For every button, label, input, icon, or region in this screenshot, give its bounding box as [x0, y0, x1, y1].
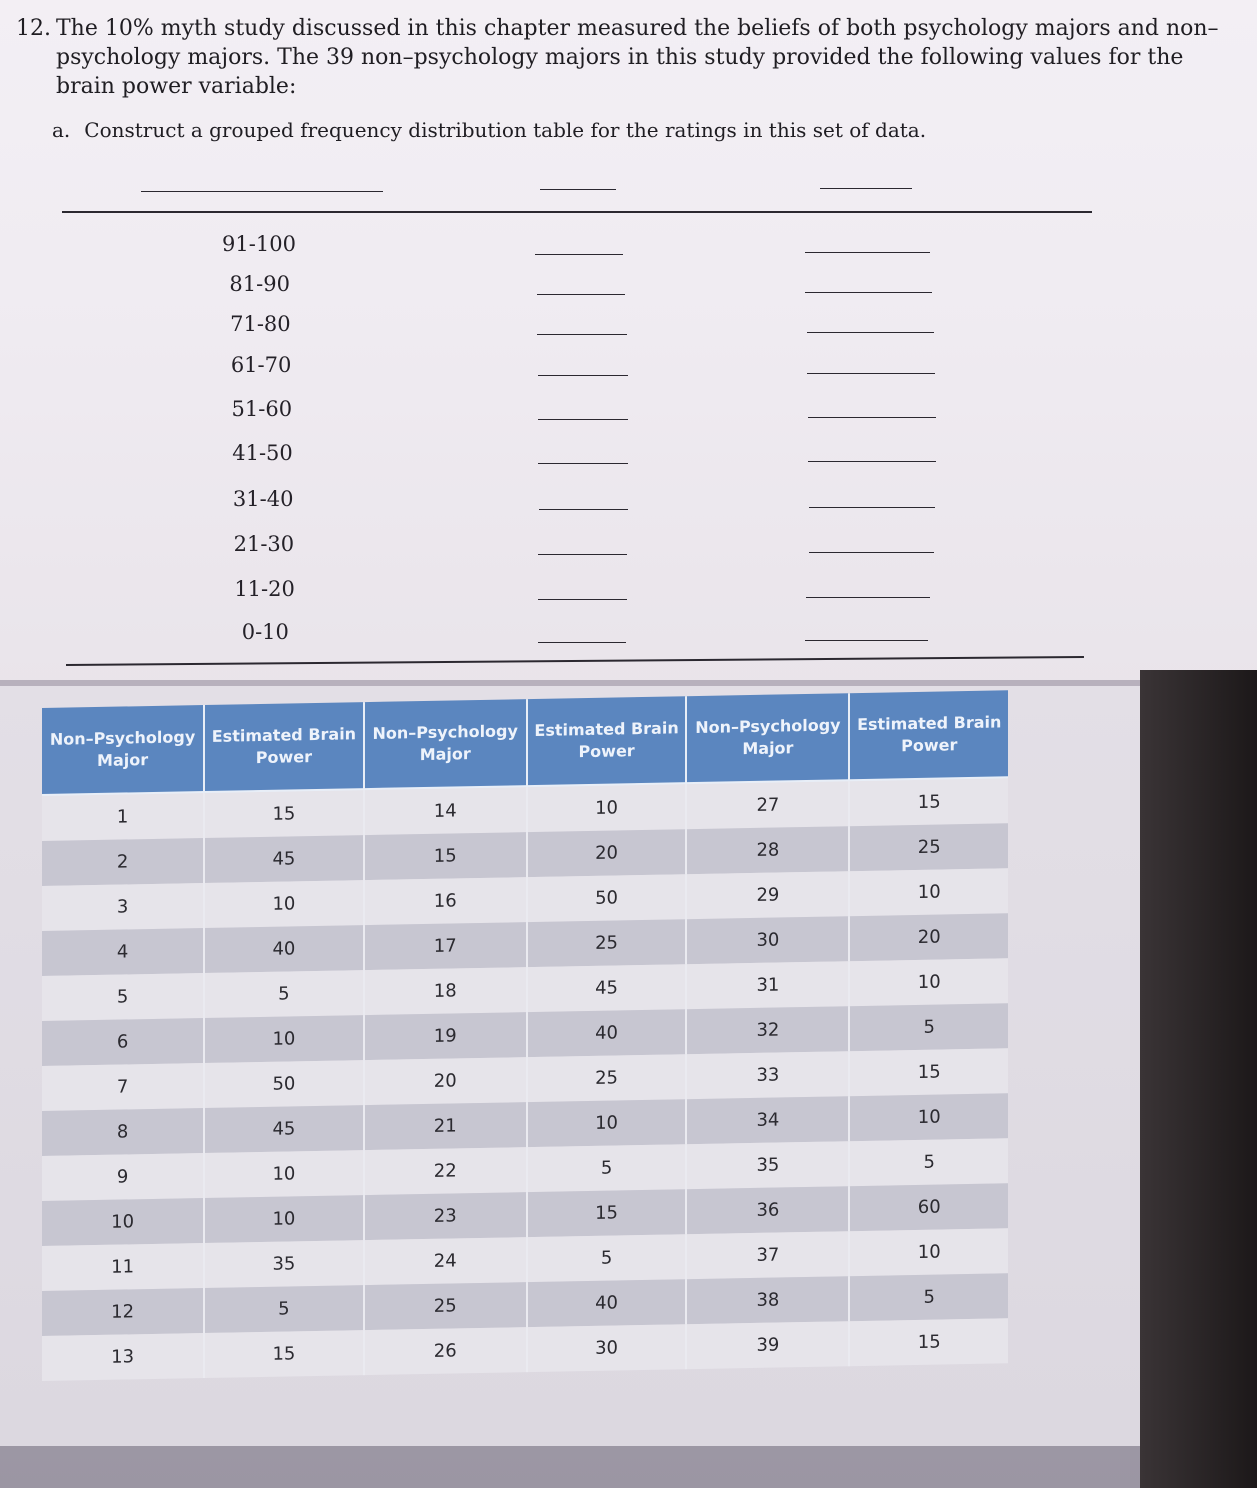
header-major-3: Non–Psychology Major: [686, 693, 849, 783]
major-cell: 3: [42, 883, 204, 931]
interval-label: 31-40: [232, 487, 294, 511]
brain-power-cell: 45: [204, 835, 364, 883]
frequency-blank[interactable]: [538, 599, 627, 600]
brain-power-cell: 25: [527, 1054, 687, 1102]
major-cell: 6: [42, 1018, 204, 1066]
interval-label: 11-20: [234, 577, 295, 601]
brain-power-cell: 15: [527, 1189, 687, 1237]
major-cell: 37: [686, 1231, 849, 1279]
frequency-blank[interactable]: [538, 419, 628, 420]
brain-power-cell: 5: [204, 970, 364, 1018]
table-body: [42, 777, 1008, 1381]
header-blank-frequency[interactable]: [540, 189, 616, 190]
frequency-blank[interactable]: [535, 254, 623, 255]
major-cell: 11: [42, 1243, 204, 1291]
header-brain-power-1: Estimated Brain Power: [204, 702, 364, 792]
major-cell: 4: [42, 928, 204, 976]
brain-power-cell: 15: [204, 789, 364, 838]
answer-blank[interactable]: [807, 373, 935, 374]
header-major-1: Non–Psychology Major: [42, 705, 204, 795]
top-rule: [62, 211, 1092, 213]
major-cell: 26: [364, 1327, 527, 1375]
major-cell: 20: [364, 1057, 527, 1105]
brain-power-cell: 60: [849, 1183, 1008, 1231]
brain-power-cell: 35: [204, 1240, 364, 1288]
answer-blank[interactable]: [809, 552, 934, 553]
major-cell: 9: [42, 1153, 204, 1201]
part-a-prompt: [52, 118, 926, 142]
brain-power-cell: 5: [204, 1285, 364, 1333]
major-cell: 16: [364, 877, 527, 925]
major-cell: 32: [686, 1006, 849, 1054]
frequency-blank[interactable]: [539, 509, 628, 510]
frequency-blank[interactable]: [538, 642, 626, 643]
major-cell: 7: [42, 1063, 204, 1111]
answer-blank[interactable]: [809, 507, 935, 508]
brain-power-cell: 10: [204, 880, 364, 928]
brain-power-cell: 40: [527, 1279, 687, 1327]
brain-power-cell: 5: [849, 1138, 1008, 1186]
part-a-text: Construct a grouped frequency distribution table for the ratings in this set of data.: [84, 118, 927, 142]
brain-power-cell: 50: [204, 1060, 364, 1108]
major-cell: 15: [364, 832, 527, 880]
brain-power-cell: 25: [849, 823, 1008, 871]
brain-power-cell: 30: [527, 1324, 687, 1372]
brain-power-cell: 10: [527, 783, 687, 832]
interval-label: 0-10: [241, 620, 289, 644]
brain-power-cell: 15: [849, 777, 1008, 826]
frequency-blank[interactable]: [538, 554, 627, 555]
major-cell: 14: [364, 786, 527, 835]
answer-blank[interactable]: [805, 292, 932, 293]
interval-label: 61-70: [230, 353, 292, 377]
major-cell: 17: [364, 922, 527, 970]
part-a-letter: a.: [52, 118, 71, 142]
brain-power-cell: 5: [849, 1273, 1008, 1321]
brain-power-cell: 50: [527, 874, 687, 922]
major-cell: 34: [686, 1096, 849, 1144]
major-cell: 10: [42, 1198, 204, 1246]
brain-power-cell: 10: [204, 1015, 364, 1063]
major-cell: 8: [42, 1108, 204, 1156]
header-brain-power-3: Estimated Brain Power: [849, 690, 1008, 780]
interval-label: 71-80: [230, 312, 291, 336]
brain-power-cell: 10: [527, 1099, 687, 1147]
frequency-blank[interactable]: [537, 294, 625, 295]
major-cell: 21: [364, 1102, 527, 1150]
answer-blank[interactable]: [806, 597, 930, 598]
shadow-corner: [1140, 670, 1257, 1488]
brain-power-cell: 40: [204, 925, 364, 973]
major-cell: 2: [42, 838, 204, 886]
brain-power-cell: 40: [527, 1009, 687, 1057]
major-cell: 30: [686, 916, 849, 964]
answer-blank[interactable]: [805, 640, 928, 641]
brain-power-cell: 15: [849, 1048, 1008, 1096]
major-cell: 36: [686, 1186, 849, 1234]
brain-power-cell: 20: [849, 913, 1008, 961]
brain-power-cell: 10: [204, 1150, 364, 1198]
brain-power-cell: 10: [849, 1093, 1008, 1141]
frequency-blank[interactable]: [538, 375, 628, 376]
major-cell: 18: [364, 967, 527, 1015]
major-cell: 24: [364, 1237, 527, 1285]
brain-power-cell: 45: [204, 1105, 364, 1153]
brain-power-cell: 5: [527, 1234, 687, 1282]
question-text: The 10% myth study discussed in this chapter measured the beliefs of both psychology majors and non–psychology majors. The 39 non–psychology majors in this study provided the following values for the brain power variable:: [56, 16, 1219, 99]
major-cell: 35: [686, 1141, 849, 1189]
brain-power-cell: 5: [849, 1003, 1008, 1051]
answer-blank[interactable]: [808, 417, 936, 418]
interval-label: 41-50: [232, 441, 293, 465]
brain-power-cell: 15: [849, 1318, 1008, 1366]
major-cell: 25: [364, 1282, 527, 1330]
header-blank-third[interactable]: [820, 188, 912, 189]
question-12: [16, 14, 1241, 101]
answer-blank[interactable]: [805, 252, 930, 253]
header-major-2: Non–Psychology Major: [364, 699, 527, 789]
brain-power-cell: 10: [849, 1228, 1008, 1276]
answer-blank[interactable]: [808, 461, 936, 462]
major-cell: 39: [686, 1321, 849, 1369]
major-cell: 33: [686, 1051, 849, 1099]
brain-power-cell: 10: [204, 1195, 364, 1243]
brain-power-cell: 5: [527, 1144, 687, 1192]
major-cell: 27: [686, 780, 849, 829]
major-cell: 19: [364, 1012, 527, 1060]
interval-label: 21-30: [233, 532, 295, 556]
brain-power-cell: 10: [849, 868, 1008, 916]
interval-label: 51-60: [231, 397, 293, 421]
brain-power-table: [42, 690, 1008, 1381]
brain-power-cell: 15: [204, 1330, 364, 1378]
interval-label: 91-100: [222, 232, 296, 256]
brain-power-cell: 10: [849, 958, 1008, 1006]
frequency-blank[interactable]: [537, 334, 627, 335]
brain-power-cell: 25: [527, 919, 687, 967]
major-cell: 22: [364, 1147, 527, 1195]
worksheet-page: [0, 0, 1257, 700]
major-cell: 13: [42, 1333, 204, 1381]
header-brain-power-2: Estimated Brain Power: [527, 696, 687, 786]
major-cell: 1: [42, 792, 204, 841]
major-cell: 29: [686, 871, 849, 919]
major-cell: 23: [364, 1192, 527, 1240]
brain-power-cell: 20: [527, 829, 687, 877]
frequency-blank[interactable]: [538, 463, 628, 464]
major-cell: 28: [686, 826, 849, 874]
major-cell: 38: [686, 1276, 849, 1324]
major-cell: 31: [686, 961, 849, 1009]
brain-power-cell: 45: [527, 964, 687, 1012]
answer-blank[interactable]: [807, 332, 934, 333]
question-number: 12.: [16, 16, 51, 41]
interval-label: 81-90: [229, 272, 290, 296]
header-blank-interval[interactable]: [141, 191, 383, 192]
major-cell: 5: [42, 973, 204, 1021]
major-cell: 12: [42, 1288, 204, 1336]
